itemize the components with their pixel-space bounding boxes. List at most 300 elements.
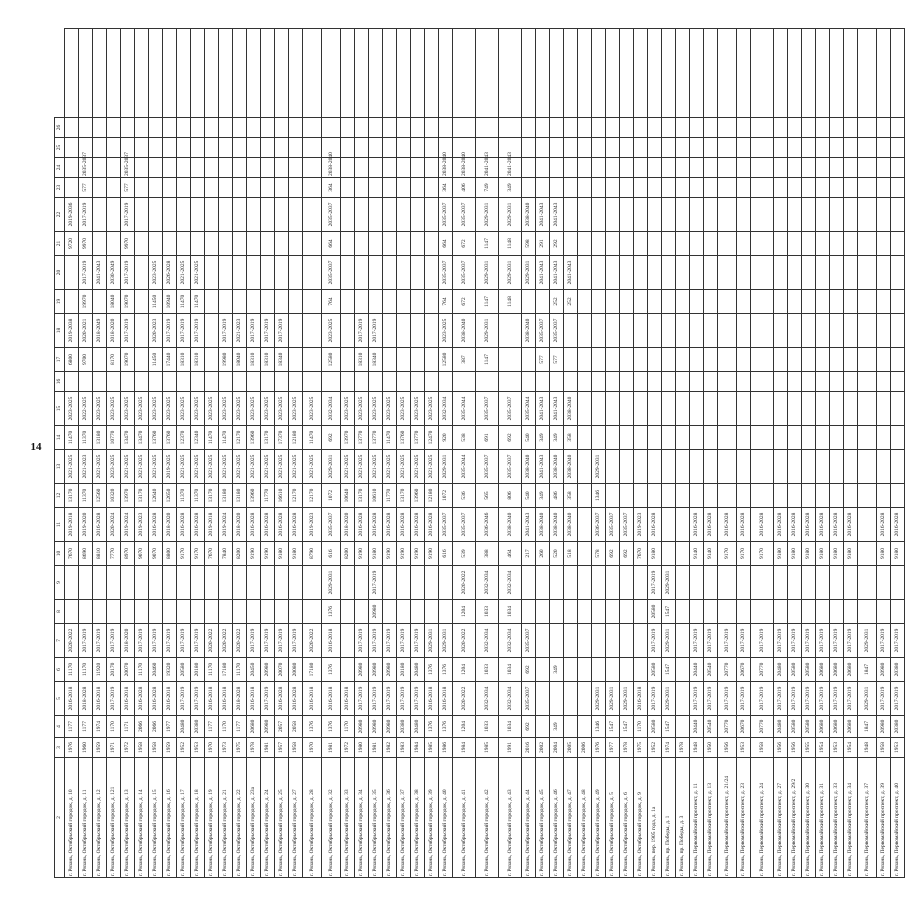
value-cell (877, 118, 891, 138)
value-cell: 2058 (289, 716, 303, 738)
value-cell: 1958 (289, 738, 303, 758)
value-cell (205, 314, 219, 348)
value-cell: 2023-2025 (135, 392, 149, 426)
value-cell (858, 566, 877, 600)
value-cell (322, 118, 341, 138)
value-cell (592, 348, 606, 372)
column-header: 22 (55, 198, 65, 232)
value-cell (788, 29, 802, 118)
value-cell: 11470 (191, 290, 205, 314)
value-cell: 2029-2031 (858, 624, 877, 658)
value-cell: 11450 (149, 348, 163, 372)
value-cell (891, 256, 905, 290)
value-cell: 1958 (751, 738, 774, 758)
value-cell: 2035-2037 (522, 682, 536, 716)
value-cell: 691 (476, 426, 499, 450)
value-cell (341, 178, 355, 198)
value-cell: 20580 (648, 716, 662, 738)
value-cell: 2017-2019 (369, 314, 383, 348)
value-cell (891, 348, 905, 372)
value-cell (550, 158, 564, 178)
value-cell (397, 178, 411, 198)
value-cell (191, 600, 205, 624)
value-cell (592, 372, 606, 392)
value-cell (737, 158, 751, 178)
value-cell (891, 392, 905, 426)
value-cell: 2029-2031 (425, 624, 439, 658)
value-cell (219, 372, 233, 392)
value-cell (177, 29, 191, 118)
value-cell (704, 348, 718, 372)
value-cell (233, 178, 247, 198)
value-cell: 2016-2018 (121, 682, 135, 716)
value-cell: 2029-2031 (439, 450, 453, 484)
address-cell: г. Рязань, пр. Победы, д. 3 (676, 758, 690, 878)
value-cell (844, 314, 858, 348)
value-cell (107, 29, 121, 118)
value-cell: 7840 (219, 542, 233, 566)
value-cell: 9180 (774, 542, 788, 566)
value-cell (397, 232, 411, 256)
column-header: 19 (55, 290, 65, 314)
value-cell: 11370 (79, 426, 93, 450)
value-cell (676, 426, 690, 450)
value-cell (79, 118, 93, 138)
value-cell: 1958 (149, 738, 163, 758)
value-cell: 2038-2040 (550, 450, 564, 484)
value-cell: 2023-2025 (219, 392, 233, 426)
value-cell (877, 178, 891, 198)
value-cell: 17180 (219, 658, 233, 682)
value-cell (578, 624, 592, 658)
address-cell: г. Рязань, Октябрьский городок, д. 24 (261, 758, 275, 878)
value-cell (690, 450, 704, 484)
value-cell: 2023-2025 (65, 392, 79, 426)
value-cell (662, 314, 676, 348)
value-cell (737, 600, 751, 624)
address-cell: г. Рязань, Первомайский проспект, д. 21/24 (718, 758, 737, 878)
value-cell (648, 348, 662, 372)
value-cell: 2023-2025 (383, 392, 397, 426)
value-cell (341, 232, 355, 256)
value-cell: 2017-2019 (648, 682, 662, 716)
value-cell (662, 158, 676, 178)
value-cell: 1974 (662, 738, 676, 758)
value-cell: 2038-2040 (564, 508, 578, 542)
value-cell (261, 372, 275, 392)
value-cell (578, 118, 592, 138)
value-cell (303, 158, 322, 178)
value-cell: 260 (536, 542, 550, 566)
value-cell: 2017-2019 (411, 682, 425, 716)
value-cell (341, 658, 355, 682)
value-cell (620, 392, 634, 426)
value-cell (816, 138, 830, 158)
value-cell: 20680 (844, 716, 858, 738)
value-cell (844, 392, 858, 426)
value-cell (788, 314, 802, 348)
value-cell (425, 372, 439, 392)
value-cell: 664 (439, 232, 453, 256)
value-cell (289, 348, 303, 372)
value-cell (550, 138, 564, 158)
value-cell (690, 392, 704, 426)
value-cell: 1958 (135, 738, 149, 758)
value-cell (233, 256, 247, 290)
value-cell: 13760 (163, 426, 177, 450)
table-row (163, 29, 177, 878)
value-cell (788, 372, 802, 392)
value-cell (564, 232, 578, 256)
value-cell: 2017-2019 (355, 624, 369, 658)
value-cell (662, 138, 676, 158)
value-cell: 1847 (858, 716, 877, 738)
value-cell (135, 256, 149, 290)
value-cell (737, 256, 751, 290)
value-cell: 2017-2019 (704, 682, 718, 716)
value-cell (383, 600, 397, 624)
value-cell: 2019-2023 (135, 508, 149, 542)
value-cell (397, 566, 411, 600)
value-cell: 2023-2025 (303, 392, 322, 426)
value-cell (163, 232, 177, 256)
value-cell: 6800 (65, 348, 79, 372)
value-cell (690, 29, 704, 118)
value-cell: 9190 (383, 542, 397, 566)
value-cell: 1170 (634, 716, 648, 738)
value-cell: 1376 (439, 658, 453, 682)
column-header: 10 (55, 542, 65, 566)
table-row (79, 29, 93, 878)
value-cell: 2017-2019 (877, 682, 891, 716)
value-cell: 9700 (79, 348, 93, 372)
value-cell: 1986 (439, 738, 453, 758)
column-header: 8 (55, 600, 65, 624)
value-cell (751, 290, 774, 314)
value-cell: 2023-2025 (163, 392, 177, 426)
value-cell: 1204 (453, 600, 476, 624)
value-cell: 2016-2028 (149, 508, 163, 542)
value-cell: 1981 (261, 738, 275, 758)
value-cell (676, 198, 690, 232)
table-row (564, 29, 578, 878)
value-cell: 616 (439, 542, 453, 566)
value-cell: 2029-2031 (662, 624, 676, 658)
value-cell: 2016-2028 (816, 508, 830, 542)
value-cell: 1978 (620, 738, 634, 758)
value-cell (620, 484, 634, 508)
value-cell: 1970 (303, 738, 322, 758)
value-cell: 2038-2040 (564, 392, 578, 426)
value-cell: 18310 (261, 348, 275, 372)
value-cell: 2021-2025 (205, 450, 219, 484)
value-cell (830, 372, 844, 392)
value-cell (177, 178, 191, 198)
value-cell (233, 158, 247, 178)
table-row (550, 29, 564, 878)
value-cell (383, 232, 397, 256)
value-cell (550, 682, 564, 716)
value-cell (592, 392, 606, 426)
value-cell: 1956 (788, 738, 802, 758)
value-cell: 2021-2025 (411, 450, 425, 484)
value-cell (662, 508, 676, 542)
value-cell (774, 290, 788, 314)
value-cell (93, 372, 107, 392)
value-cell: 2023-2025 (289, 392, 303, 426)
value-cell (233, 29, 247, 118)
value-cell (830, 600, 844, 624)
value-cell (411, 600, 425, 624)
column-header: 14 (55, 426, 65, 450)
value-cell (891, 178, 905, 198)
value-cell: 13970 (121, 484, 135, 508)
value-cell: 10610 (369, 484, 383, 508)
value-cell (219, 178, 233, 198)
value-cell (233, 138, 247, 158)
value-cell: 9180 (369, 542, 383, 566)
value-cell (341, 29, 355, 118)
value-cell: 20680 (830, 716, 844, 738)
value-cell: 364 (439, 178, 453, 198)
value-cell (261, 158, 275, 178)
value-cell: 9170 (177, 542, 191, 566)
value-cell (676, 542, 690, 566)
value-cell: 2035-2037 (499, 450, 522, 484)
value-cell: 2017-2019 (191, 314, 205, 348)
value-cell: 2021-2025 (303, 450, 322, 484)
value-cell: 2017-2019 (261, 624, 275, 658)
value-cell: 2017-2019 (247, 624, 261, 658)
value-cell (774, 484, 788, 508)
column-header: 20 (55, 256, 65, 290)
value-cell: 20980 (261, 658, 275, 682)
value-cell (149, 600, 163, 624)
value-cell (383, 118, 397, 138)
value-cell: 2017-2019 (121, 198, 135, 232)
value-cell (355, 290, 369, 314)
value-cell: 292 (550, 232, 564, 256)
value-cell: 2017-2019 (261, 314, 275, 348)
value-cell: 358 (564, 426, 578, 450)
value-cell: 20680 (816, 658, 830, 682)
value-cell: 2006 (578, 738, 592, 758)
value-cell (536, 658, 550, 682)
value-cell (564, 158, 578, 178)
value-cell (751, 198, 774, 232)
address-cell: г. Рязань, Октябрьский городок, д. 43 (499, 758, 522, 878)
value-cell: 2017-2019 (163, 624, 177, 658)
value-cell (704, 158, 718, 178)
address-cell: г. Рязань, Октябрьский городок, д. 14 (135, 758, 149, 878)
value-cell: 2016-2028 (737, 508, 751, 542)
value-cell: 2017-2019 (107, 624, 121, 658)
value-cell (219, 290, 233, 314)
value-cell: 2017-2019 (383, 624, 397, 658)
value-cell (788, 290, 802, 314)
value-cell: 9170 (718, 542, 737, 566)
value-cell: 9170 (191, 542, 205, 566)
value-cell (718, 484, 737, 508)
value-cell (383, 198, 397, 232)
value-cell (877, 232, 891, 256)
value-cell (718, 118, 737, 138)
value-cell: 1985 (425, 738, 439, 758)
value-cell: 1148 (499, 290, 522, 314)
value-cell: 2017-2019 (774, 682, 788, 716)
value-cell (79, 566, 93, 600)
value-cell (620, 348, 634, 372)
address-cell: г. Рязань, Октябрьский городок, д. 17 (177, 758, 191, 878)
value-cell: 1976 (65, 738, 79, 758)
value-cell (65, 158, 79, 178)
value-cell (802, 198, 816, 232)
value-cell (648, 158, 662, 178)
value-cell (690, 372, 704, 392)
value-cell (149, 29, 163, 118)
value-cell (774, 178, 788, 198)
value-cell (425, 290, 439, 314)
value-cell (718, 29, 737, 118)
value-cell: 2017-2019 (369, 624, 383, 658)
value-cell (564, 600, 578, 624)
value-cell (648, 314, 662, 348)
value-cell (453, 372, 476, 392)
value-cell: 2017-2019 (788, 624, 802, 658)
value-cell: 2020-2024 (107, 508, 121, 542)
value-cell: 1948 (858, 738, 877, 758)
value-cell (564, 138, 578, 158)
value-cell (802, 566, 816, 600)
value-cell (275, 256, 289, 290)
value-cell: 2023-2025 (107, 392, 121, 426)
value-cell (383, 372, 397, 392)
value-cell (676, 508, 690, 542)
value-cell (177, 232, 191, 256)
value-cell (877, 600, 891, 624)
table-row (676, 29, 690, 878)
value-cell: 12560 (93, 484, 107, 508)
value-cell (634, 658, 648, 682)
value-cell: 692 (620, 542, 634, 566)
value-cell (303, 198, 322, 232)
value-cell: 11770 (261, 484, 275, 508)
value-cell: 2021-2025 (191, 450, 205, 484)
value-cell (592, 158, 606, 178)
value-cell (662, 484, 676, 508)
value-cell: 2035-2044 (453, 450, 476, 484)
address-cell: г. Рязань, Первомайский проспект, д. 11 (690, 758, 704, 878)
value-cell (550, 118, 564, 138)
value-cell: 2017-2019 (718, 682, 737, 716)
value-cell: 2041-2043 (536, 256, 550, 290)
value-cell (844, 348, 858, 372)
value-cell (606, 29, 620, 118)
table-row (751, 29, 774, 878)
value-cell: 18310 (355, 348, 369, 372)
value-cell: 2038-2040 (522, 314, 536, 348)
value-cell (620, 290, 634, 314)
value-cell: 2035-2037 (121, 158, 135, 178)
value-cell: 2016-2018 (439, 682, 453, 716)
value-cell (620, 372, 634, 392)
value-cell (149, 232, 163, 256)
address-cell: г. Рязань, Октябрьский городок, д. 10 (65, 758, 79, 878)
value-cell: 2023-2025 (369, 392, 383, 426)
value-cell (65, 256, 79, 290)
value-cell (163, 178, 177, 198)
value-cell: 2016-2028 (877, 508, 891, 542)
value-cell (453, 118, 476, 138)
value-cell: 2017-2019 (79, 256, 93, 290)
value-cell (704, 138, 718, 158)
value-cell (303, 29, 322, 118)
value-cell: 1547 (662, 716, 676, 738)
value-cell (121, 118, 135, 138)
value-cell (369, 118, 383, 138)
value-cell (676, 392, 690, 426)
value-cell: 387 (453, 348, 476, 372)
value-cell (718, 372, 737, 392)
table-row (275, 29, 289, 878)
value-cell (704, 426, 718, 450)
value-cell: 1376 (303, 716, 322, 738)
value-cell: 20380 (191, 716, 205, 738)
value-cell: 12470 (425, 426, 439, 450)
value-cell (411, 314, 425, 348)
value-cell (891, 450, 905, 484)
value-cell: 2021-2025 (275, 450, 289, 484)
value-cell: 1978 (676, 738, 690, 758)
value-cell: 692 (499, 426, 522, 450)
value-cell: 20480 (177, 716, 191, 738)
table-row (891, 29, 905, 878)
table-row (439, 29, 453, 878)
value-cell (578, 314, 592, 348)
value-cell: 2021-2025 (383, 450, 397, 484)
value-cell: 2035-2037 (79, 158, 93, 178)
value-cell (177, 138, 191, 158)
value-cell (802, 450, 816, 484)
value-cell: 20580 (788, 716, 802, 738)
value-cell (247, 178, 261, 198)
value-cell: 20770 (751, 716, 774, 738)
value-cell: 2005 (564, 738, 578, 758)
value-cell (737, 372, 751, 392)
value-cell: 692 (322, 426, 341, 450)
value-cell: 13170 (397, 484, 411, 508)
value-cell: 2017-2019 (816, 624, 830, 658)
value-cell (704, 118, 718, 138)
column-header: 12 (55, 484, 65, 508)
value-cell: 2016-2018 (163, 682, 177, 716)
value-cell: 2017-2019 (751, 682, 774, 716)
value-cell (877, 29, 891, 118)
address-cell: г. Рязань, Октябрьский городок, д. 21 (219, 758, 233, 878)
value-cell (411, 158, 425, 178)
table-row (718, 29, 737, 878)
value-cell (411, 232, 425, 256)
value-cell (135, 314, 149, 348)
value-cell (550, 600, 564, 624)
value-cell: 2016-2028 (648, 508, 662, 542)
value-cell: 11470 (303, 426, 322, 450)
value-cell: 17440 (163, 348, 177, 372)
value-cell: 2032-2034 (476, 624, 499, 658)
value-cell (149, 118, 163, 138)
value-cell: 2023-2025 (275, 392, 289, 426)
value-cell (135, 178, 149, 198)
